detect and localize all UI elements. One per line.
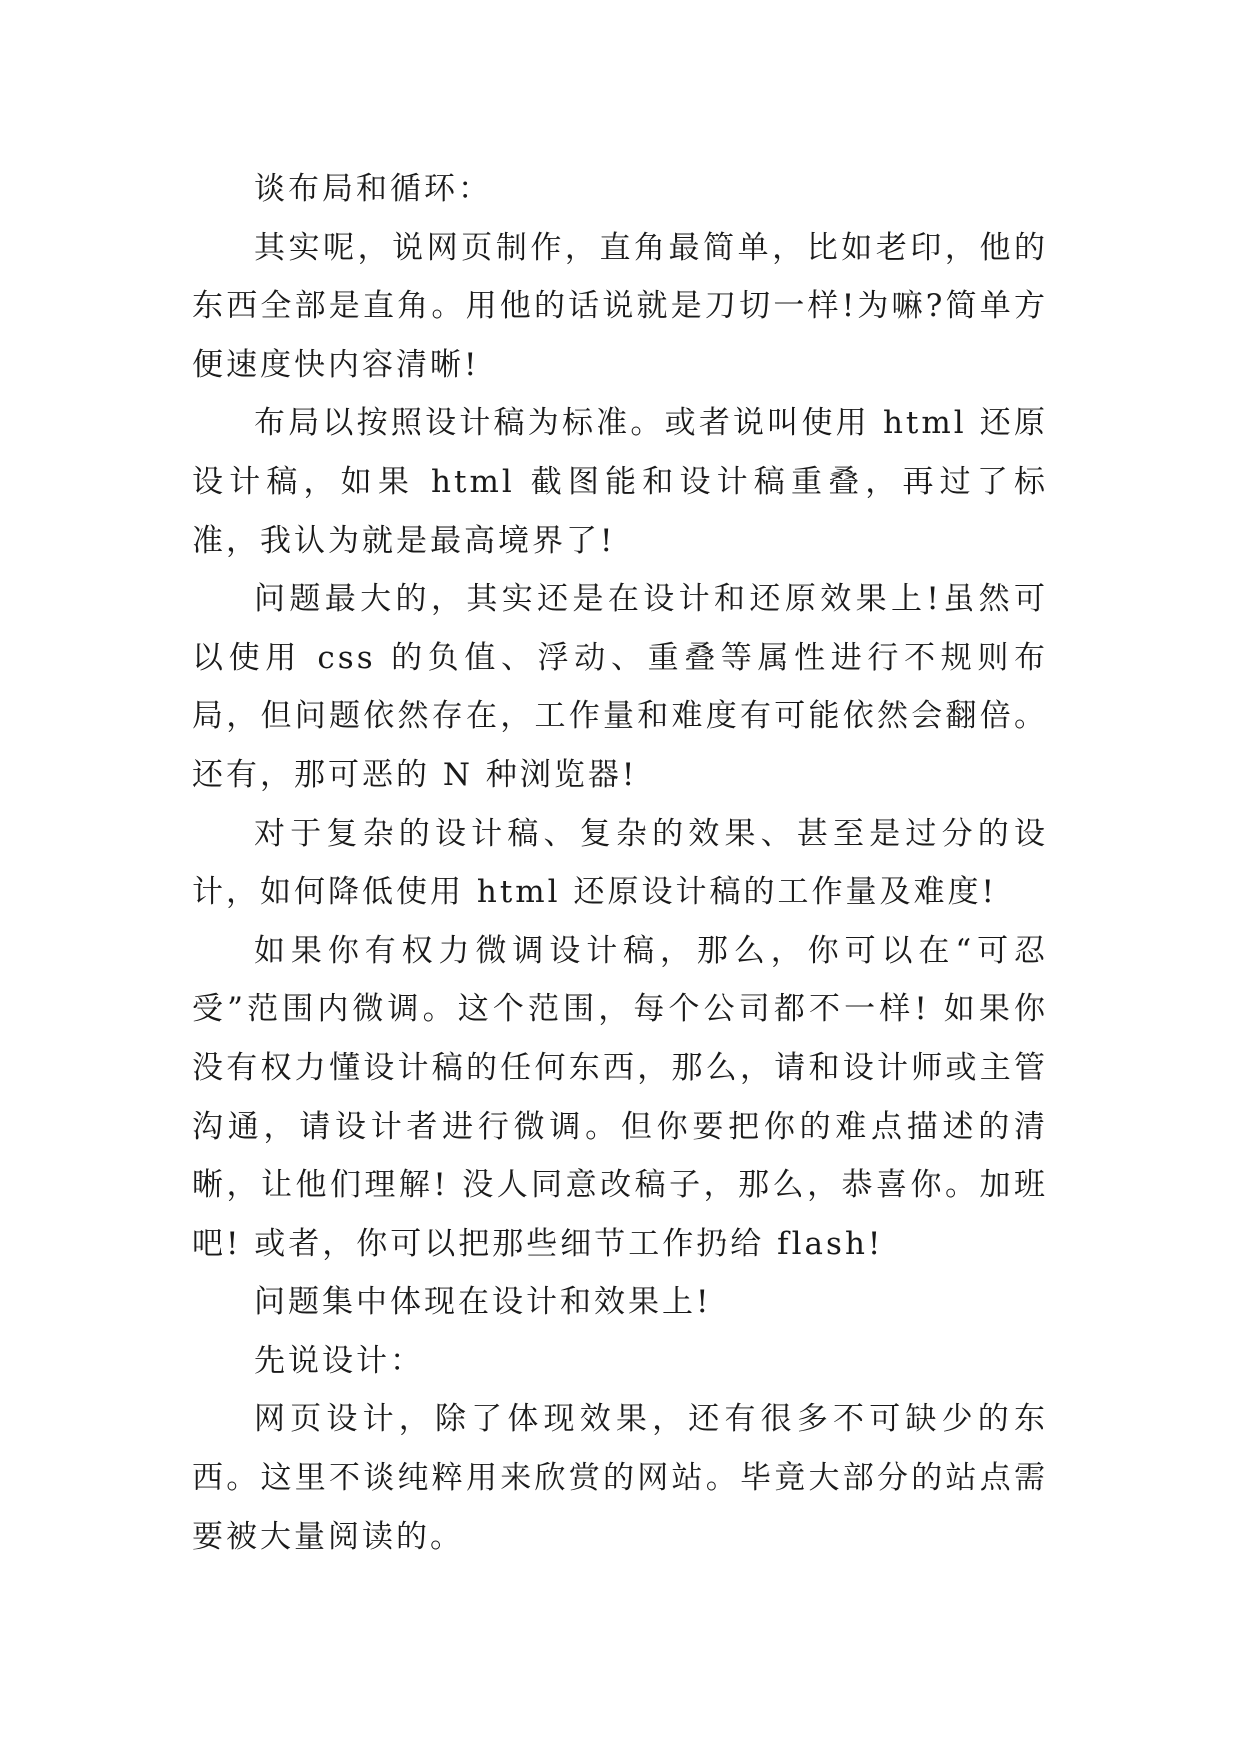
paragraph-design-first: 先说设计： [254,1342,424,1379]
paragraph-right-angles: 其实呢，说网页制作，直角最简单，比如老印，他的东西全部是直角。用他的话说就是刀切一样!为嘛?简单方便速度快内容清晰! [192,229,1048,383]
paragraph-layout-standard: 布局以按照设计稿为标准。或者说叫使用 html 还原设计稿，如果 html 截图能和设计稿重叠，再过了标准，我认为就是最高境界了! [192,405,1048,559]
paragraph-biggest-problem: 问题最大的，其实还是在设计和还原效果上!虽然可以使用 css 的负值、浮动、重叠等属性进行不规则布局，但问题依然存在，工作量和难度有可能依然会翻倍。还有，那可恶的 N 种浏览器! [192,581,1048,793]
paragraph-problem-focus: 问题集中体现在设计和效果上! [254,1284,712,1321]
document-body [192,160,1048,1566]
paragraph-fine-tuning: 如果你有权力微调设计稿，那么，你可以在“可忍受”范围内微调。这个范围，每个公司都不一样! 如果你没有权力懂设计稿的任何东西，那么，请和设计师或主管沟通，请设计者进行微调。但你要把你的难点描述的清晰，让他们理解! 没人同意改稿子，那么，恭喜你。加班吧! 或者，你可以把那些细节工作扔给 flash! [192,932,1048,1262]
paragraph-complex-designs: 对于复杂的设计稿、复杂的效果、甚至是过分的设计，如何降低使用 html 还原设计稿的工作量及难度! [192,815,1048,911]
paragraph-web-design: 网页设计，除了体现效果，还有很多不可缺少的东西。这里不谈纯粹用来欣赏的网站。毕竟大部分的站点需要被大量阅读的。 [192,1401,1048,1555]
paragraph-heading-layout-loop: 谈布局和循环： [254,171,492,207]
